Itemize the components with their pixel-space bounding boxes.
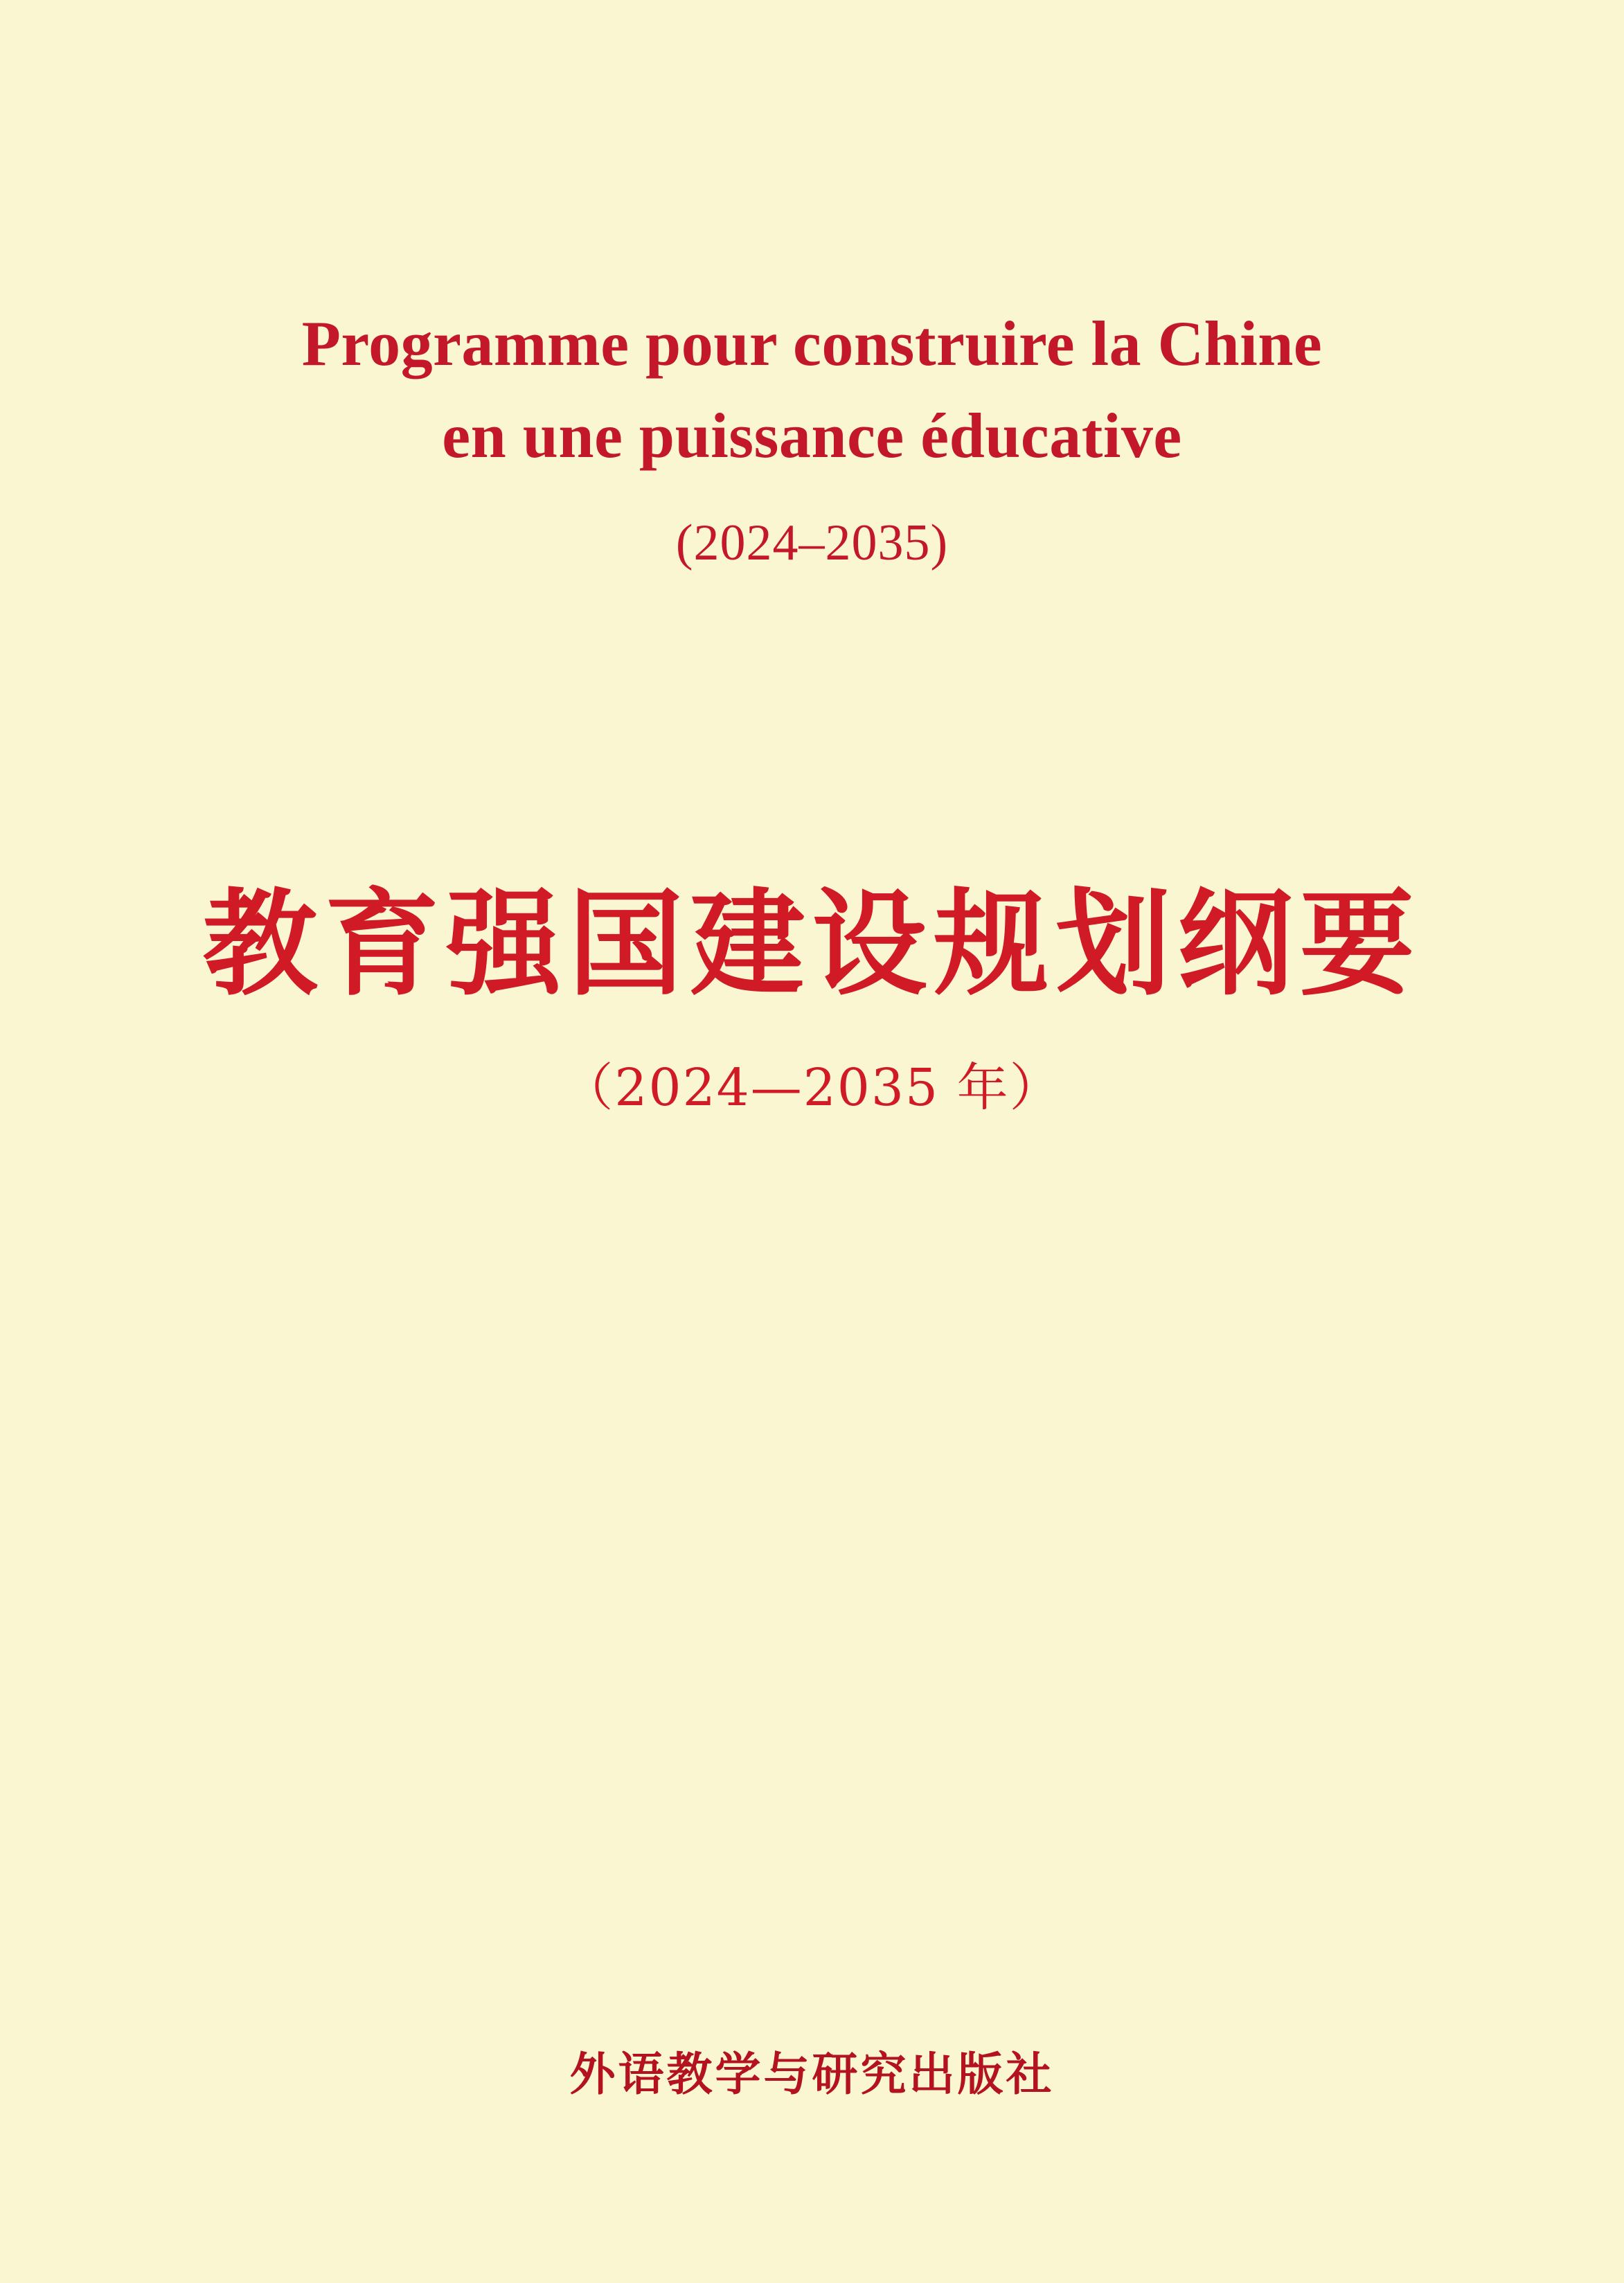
french-title-block [0,298,1624,579]
french-year-range: (2024–2035) [675,514,949,571]
french-title-line-1: Programme pour construire la Chine [301,308,1323,379]
publisher-name: 外语教学与研究出版社 [569,2048,1055,2101]
chinese-year-range: （2024—2035 年） [562,1058,1062,1118]
chinese-title: 教育强国建设规划纲要 [202,878,1422,1012]
french-title [0,298,1624,483]
chinese-title-block [0,876,1624,1120]
french-title-line-2: en une puissance éducative [442,400,1182,472]
